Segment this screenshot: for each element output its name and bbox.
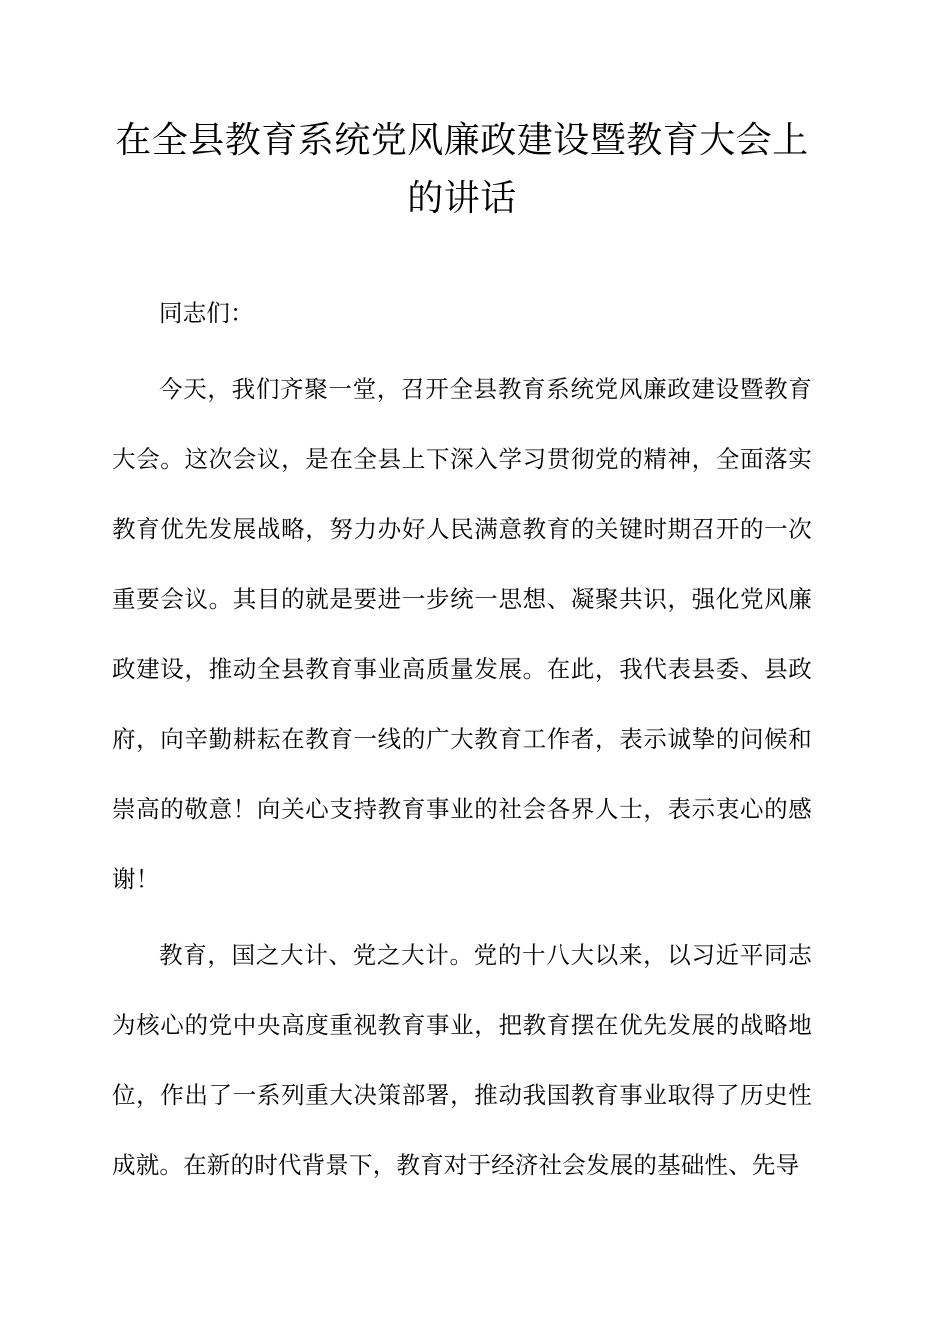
body-paragraph-2: 教育，国之大计、党之大计。党的十八大以来，以习近平同志为核心的党中央高度重视教育事业，把教育摆在优先发展的战略地位，作出了一系列重大决策部署，推动我国教育事业取得了历史性成就。在新的时代背景下，教育对于经济社会发展的基础性、先导: [112, 941, 812, 1179]
page-content-area: [112, 0, 812, 1200]
salutation-paragraph: 同志们：: [159, 299, 254, 327]
document-body: [112, 228, 812, 1200]
page-title: 在全县教育系统党风廉政建设暨教育大会上的讲话: [115, 120, 809, 219]
body-paragraph-1: 今天，我们齐聚一堂，召开全县教育系统党风廉政建设暨教育大会。这次会议，是在全县上下深入学习贯彻党的精神，全面落实教育优先发展战略，努力办好人民满意教育的关键时期召开的一次重要会议。其目的就是要进一步统一思想、凝聚共识，强化党风廉政建设，推动全县教育事业高质量发展。在此，我代表县委、县政府，向辛勤耕耘在教育一线的广大教育工作者，表示诚挚的问候和崇高的敬意！向关心支持教育事业的社会各界人士，表示衷心的感谢！: [112, 375, 812, 893]
